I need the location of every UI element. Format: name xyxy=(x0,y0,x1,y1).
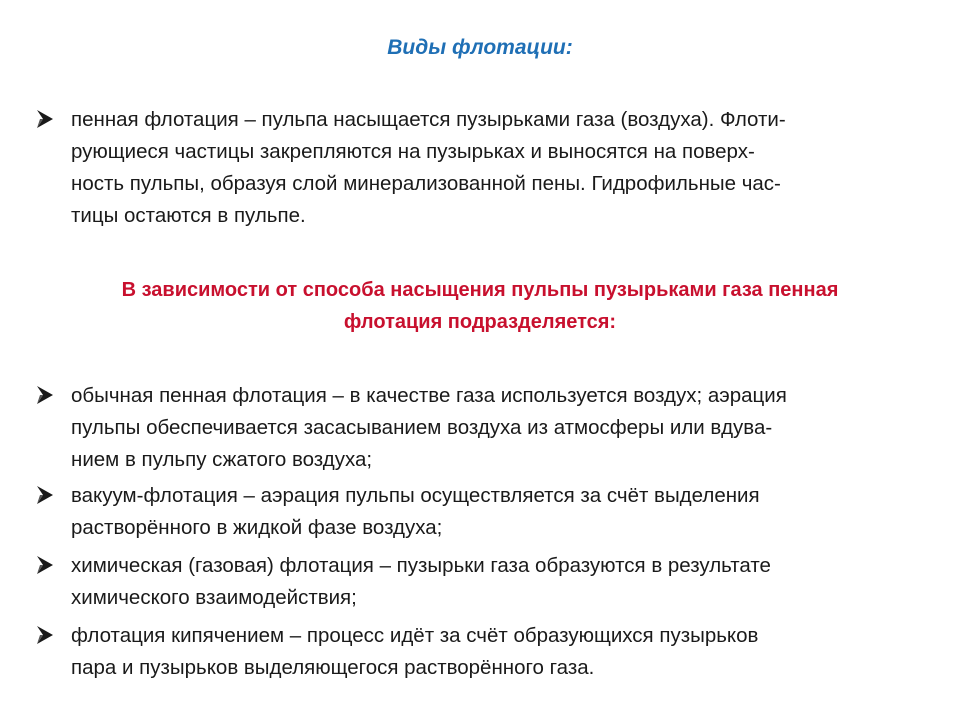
list-item-text: флотация кипячением – процесс идёт за счёт образующихся пузырьков пара и пузырьков выделяющегося растворённого газа. xyxy=(71,624,759,679)
list-item-vacuum-flotation xyxy=(34,480,894,544)
list-item-text: вакуум-флотация – аэрация пульпы осуществляется за счёт выделения растворённого в жидкой фазе воздуха; xyxy=(71,484,760,539)
arrowhead-bullet-icon xyxy=(34,624,56,646)
arrowhead-bullet-icon xyxy=(34,384,56,406)
list-item-foam-flotation xyxy=(34,104,894,232)
list-item-text: обычная пенная флотация – в качестве газа используется воздух; аэрация пульпы обеспечивается засасыванием воздуха из атмосферы или вдува- нием в пульпу сжатого воздуха; xyxy=(71,384,787,471)
list-item-text: пенная флотация – пульпа насыщается пузырьками газа (воздуха). Флоти- рующиеся частицы закрепляются на пузырьках и выносятся на поверх- ность пульпы, образуя слой минерализованной пены. Гидрофильные час- тицы остаются в пульпе. xyxy=(71,108,786,227)
arrowhead-bullet-icon xyxy=(34,108,56,130)
list-item-boiling-flotation xyxy=(34,620,894,684)
slide-title: Виды флотации: xyxy=(387,36,573,59)
list-item-ordinary-flotation xyxy=(34,380,894,476)
list-item-chemical-flotation xyxy=(34,550,894,614)
arrowhead-bullet-icon xyxy=(34,554,56,576)
section-subheading: В зависимости от способа насыщения пульпы пузырьками газа пенная флотация подразделяется: xyxy=(121,279,839,333)
list-item-text: химическая (газовая) флотация – пузырьки газа образуются в результате химического взаимодействия; xyxy=(71,554,771,609)
arrowhead-bullet-icon xyxy=(34,484,56,506)
